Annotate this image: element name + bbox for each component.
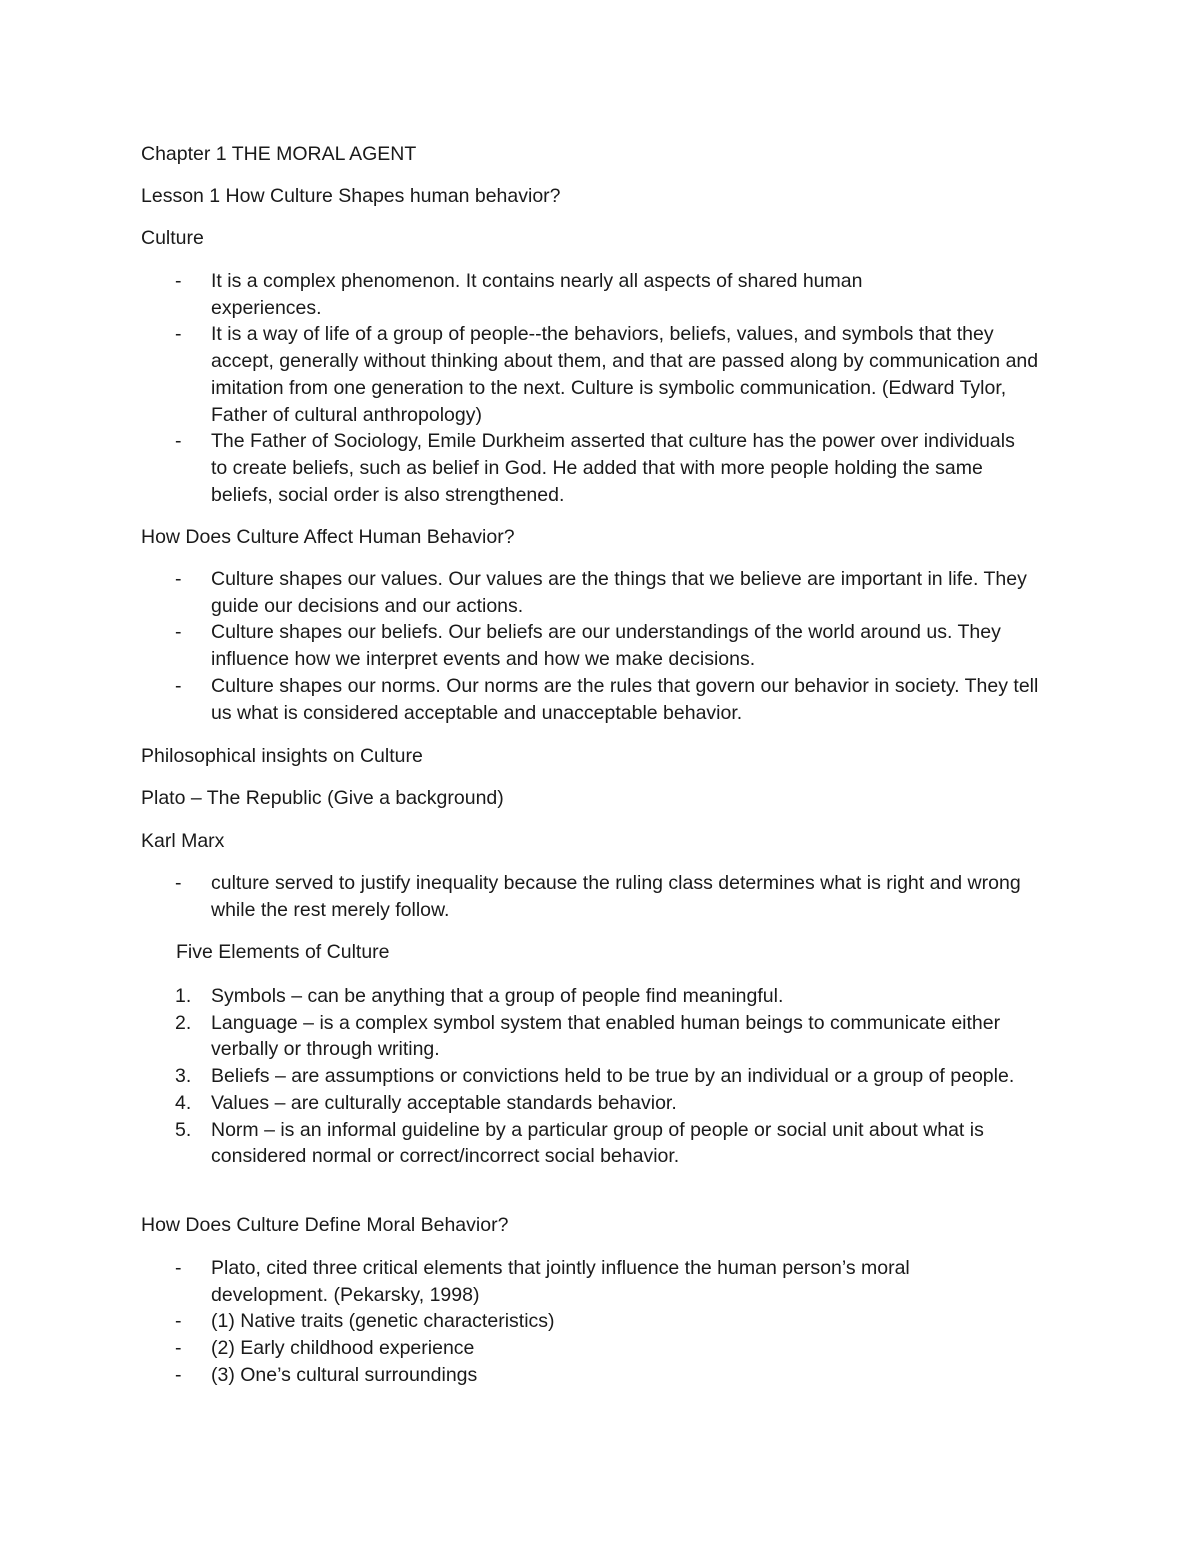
number-marker: 2. [175, 1011, 192, 1034]
marx-list [0, 870, 1061, 923]
list-item-text: Culture shapes our norms. Our norms are the rules that govern our behavior in society. They tell us what is considered acceptable and unacceptable behavior. [211, 674, 1039, 724]
list-item [0, 1362, 1061, 1389]
list-item [0, 619, 1061, 672]
number-marker: 5. [175, 1118, 192, 1141]
dash-marker: - [175, 323, 182, 346]
chapter-title: Chapter 1 THE MORAL AGENT [141, 143, 417, 165]
dash-marker: - [175, 430, 182, 453]
affect-list [0, 566, 1061, 726]
list-item [0, 1063, 1061, 1090]
moral-heading: How Does Culture Define Moral Behavior? [141, 1214, 509, 1236]
dash-marker: - [175, 1363, 182, 1386]
number-marker: 4. [175, 1091, 192, 1114]
list-item [0, 1255, 1061, 1308]
list-item-text: Culture shapes our beliefs. Our beliefs are our understandings of the world around us. They influence how we interpret events and how we make decisions. [211, 621, 1001, 671]
number-marker: 1. [175, 985, 192, 1007]
moral-list [0, 1255, 1061, 1389]
list-item-text: culture served to justify inequality because the ruling class determines what is right and wrong while the rest merely follow. [211, 872, 1021, 921]
list-item-text: Beliefs – are assumptions or convictions held to be true by an individual or a group of people. [211, 1065, 1015, 1088]
list-item-text: (1) Native traits (genetic characteristics) [211, 1310, 555, 1333]
plato-line: Plato – The Republic (Give a background) [141, 787, 504, 809]
dash-marker: - [175, 270, 182, 292]
list-item-text: Symbols – can be anything that a group of people find meaningful. [211, 985, 784, 1007]
list-item-text: Culture shapes our values. Our values are the things that we believe are important in life. They guide our decisions and our actions. [211, 568, 1027, 617]
culture-heading: Culture [141, 227, 204, 249]
list-item-text: (2) Early childhood experience [211, 1337, 475, 1360]
affect-heading: How Does Culture Affect Human Behavior? [141, 526, 515, 548]
list-item-text: Language – is a complex symbol system that enabled human beings to communicate either verbally or through writing. [211, 1011, 1001, 1061]
list-item-text: Norm – is an informal guideline by a particular group of people or social unit about what is considered normal or correct/incorrect social behavior. [211, 1118, 984, 1168]
list-item [0, 1308, 1061, 1335]
dash-marker: - [175, 1310, 182, 1333]
dash-marker: - [175, 621, 182, 644]
list-item [0, 566, 1061, 619]
list-item-text: It is a way of life of a group of people--the behaviors, beliefs, values, and symbols that they accept, generally without thinking about them, and that are passed along by communication and imitation from one generation to the next. Culture is symbolic communication. (Edward Tylor, Father of cultural anthropology) [211, 323, 1039, 426]
list-item-text: It is a complex phenomenon. It contains nearly all aspects of shared human experiences. [211, 270, 863, 319]
philosophical-heading: Philosophical insights on Culture [141, 745, 423, 767]
list-item-text: (3) One’s cultural surroundings [211, 1363, 478, 1386]
dash-marker: - [175, 568, 182, 590]
list-item [0, 321, 1061, 428]
number-marker: 3. [175, 1065, 192, 1088]
list-item [0, 1117, 1061, 1170]
list-item [0, 983, 1061, 1010]
list-item [0, 1090, 1061, 1117]
list-item-text: The Father of Sociology, Emile Durkheim asserted that culture has the power over individuals to create beliefs, such as belief in God. He added that with more people holding the same beliefs, social order is also strengthened. [211, 430, 1015, 506]
list-item [0, 1010, 1061, 1063]
list-item [0, 1335, 1061, 1362]
elements-heading: Five Elements of Culture [176, 941, 390, 963]
dash-marker: - [175, 1337, 182, 1360]
list-item-text: Values – are culturally acceptable standards behavior. [211, 1091, 677, 1114]
marx-heading: Karl Marx [141, 830, 225, 852]
dash-marker: - [175, 1257, 182, 1279]
culture-list [0, 268, 1061, 508]
list-item [0, 870, 1061, 923]
list-item [0, 428, 1061, 508]
list-item-text: Plato, cited three critical elements that jointly influence the human person’s moral development. (Pekarsky, 1998) [211, 1257, 910, 1306]
elements-list [0, 983, 1061, 1170]
list-item [0, 268, 1061, 321]
lesson-title: Lesson 1 How Culture Shapes human behavior? [141, 185, 561, 207]
list-item [0, 673, 1061, 726]
dash-marker: - [175, 872, 182, 894]
dash-marker: - [175, 674, 182, 697]
